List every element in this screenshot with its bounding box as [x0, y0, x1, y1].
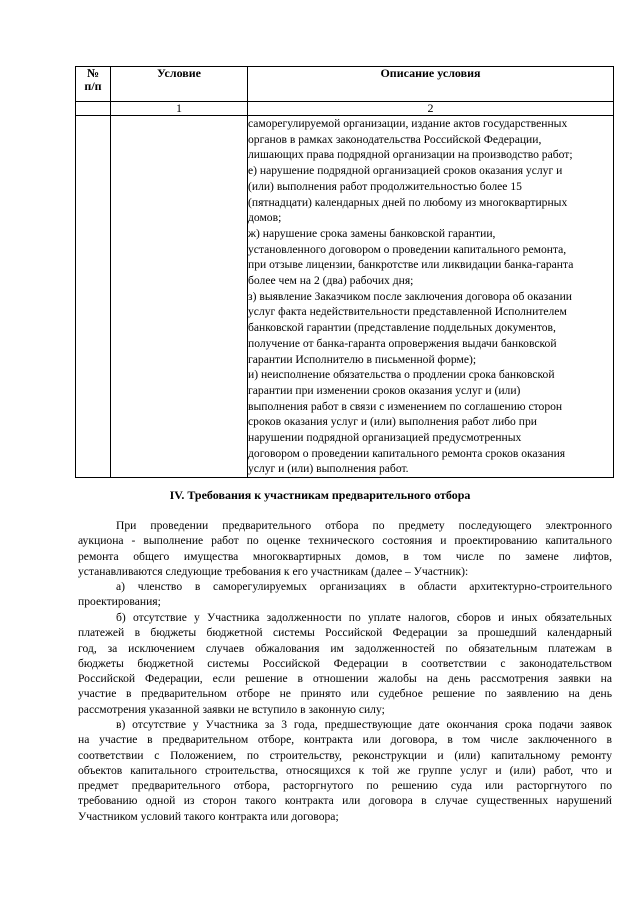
conditions-table [75, 66, 614, 478]
description-line: з) выявление Заказчиком после заключения договора об оказании [248, 289, 573, 303]
description-line: при отзыве лицензии, банкротстве или ликвидации банка-гаранта [248, 258, 574, 272]
description-line: гарантии Исполнителю в письменной форме); [248, 352, 477, 366]
description-line: саморегулируемой организации, издание актов государственных [248, 117, 568, 130]
header-condition: Условие [111, 67, 248, 102]
description-line: сроков оказания услуг и (или) выполнения работ либо при [248, 415, 537, 429]
description-line: услуг и (или) выполнения работ. [248, 462, 409, 476]
paragraph-line: год, за исключением случаев обжалования им задолженностей по обязательным платежам в [78, 641, 612, 655]
description-line: ж) нарушение срока замены банковской гарантии, [248, 226, 496, 240]
description-line: (или) выполнения работ продолжительностью более 15 [248, 179, 522, 193]
description-line: услуг факта недействительности представленной Исполнителем [248, 305, 567, 319]
paragraph-line: аукциона - выполнение работ по оценке технического состояния и проектированию капитального [78, 534, 612, 548]
description-line: получение от банка-гаранта опровержения выдачи банковской [248, 336, 557, 350]
description-line: нарушении подрядной организацией предусмотренных [248, 431, 522, 445]
colnum-2: 2 [248, 102, 614, 116]
paragraph-intro [78, 518, 612, 579]
description-line: выполнения работ в связи с изменением по соглашению сторон [248, 399, 563, 413]
paragraph-line: б) отсутствие у Участника задолженности по уплате налогов, сборов и иных обязательных [116, 611, 612, 624]
paragraph-line: а) членство в саморегулируемых организациях в области архитектурно-строительного [116, 580, 612, 593]
paragraph-line: проектирования; [78, 595, 161, 609]
paragraph-line: на участие в предварительном отборе, контракта или договора, в том числе заключенного в [78, 733, 612, 747]
description-line: гарантии при изменении сроков оказания услуг и (или) [248, 383, 521, 397]
description-line: договором о проведении капитального ремонта сроков оказания [248, 446, 566, 460]
description-line: домов; [248, 211, 282, 225]
description-line: более чем на 2 (два) рабочих дня; [248, 274, 414, 288]
paragraph-line: требованию одной из сторон такого контракта или договора в случае существенных нарушений [78, 794, 612, 808]
paragraph-line: Участником условий такого контракта или договора; [78, 809, 339, 823]
cell-num-empty [76, 116, 111, 478]
colnum-1: 1 [111, 102, 248, 116]
paragraph-line: бюджеты бюджетной системы Российской Федерации в соответствии с законодательством [78, 656, 612, 670]
paragraph-line: участие в предварительном отборе не принято или судебное решение по заявлению на день [78, 687, 612, 701]
paragraph-line: рассмотрения указанной заявки не вступило в законную силу; [78, 702, 385, 716]
description-line: (пятнадцати) календарных дней по любому из многоквартирных [248, 195, 568, 209]
paragraph-line: платежей в бюджеты бюджетной системы Российской Федерации за прошедший календарный [78, 626, 612, 640]
paragraph-line: предмет предварительного отбора, расторгнутого по решению суда или расторгнутого по [78, 779, 612, 793]
header-num-line-2: п/п [84, 79, 102, 93]
cell-condition-empty [111, 116, 248, 478]
description-line: органов в рамках законодательства Российской Федерации, [248, 132, 542, 146]
table-header-row [76, 67, 614, 102]
header-num [76, 67, 111, 102]
paragraph-a [78, 579, 612, 610]
table-row [76, 116, 614, 478]
header-description: Описание условия [248, 67, 614, 102]
paragraph-line: устанавливаются следующие требования к его участникам (далее – Участник): [78, 564, 469, 578]
description-line: установленного договором о проведении капитального ремонта, [248, 242, 567, 256]
paragraph-line: Российской Федерации, если решение в отношении жалобы на день рассмотрения заявки на [78, 672, 612, 686]
cell-description [248, 116, 614, 478]
colnum-empty [76, 102, 111, 116]
paragraph-line: соответствии с Положением, по строительству, реконструкции и (или) капитальному ремонту [78, 748, 612, 762]
paragraph-line: ремонта общего имущества многоквартирных домов, в том числе по замене лифтов, [78, 549, 612, 563]
header-num-line-1: № [86, 66, 100, 80]
paragraph-line: объектов капитального строительства, относящихся к той же группе услуг и (или) работ, что и [78, 763, 612, 777]
description-line: лишающих права подрядной организации на производство работ; [248, 148, 573, 162]
description-line: е) нарушение подрядной организацией сроков оказания услуг и [248, 164, 563, 178]
table-colnum-row [76, 102, 614, 116]
description-line: и) неисполнение обязательства о продлении срока банковской [248, 368, 555, 382]
paragraph-line: При проведении предварительного отбора по предмету последующего электронного [116, 519, 612, 532]
paragraph-line: в) отсутствие у Участника за 3 года, предшествующие дате окончания срока подачи заявок [116, 718, 612, 731]
description-line: банковской гарантии (представление поддельных документов, [248, 321, 556, 335]
paragraph-b [78, 610, 612, 717]
section-title: IV. Требования к участникам предварительного отбора [169, 488, 471, 502]
paragraph-c [78, 717, 612, 824]
